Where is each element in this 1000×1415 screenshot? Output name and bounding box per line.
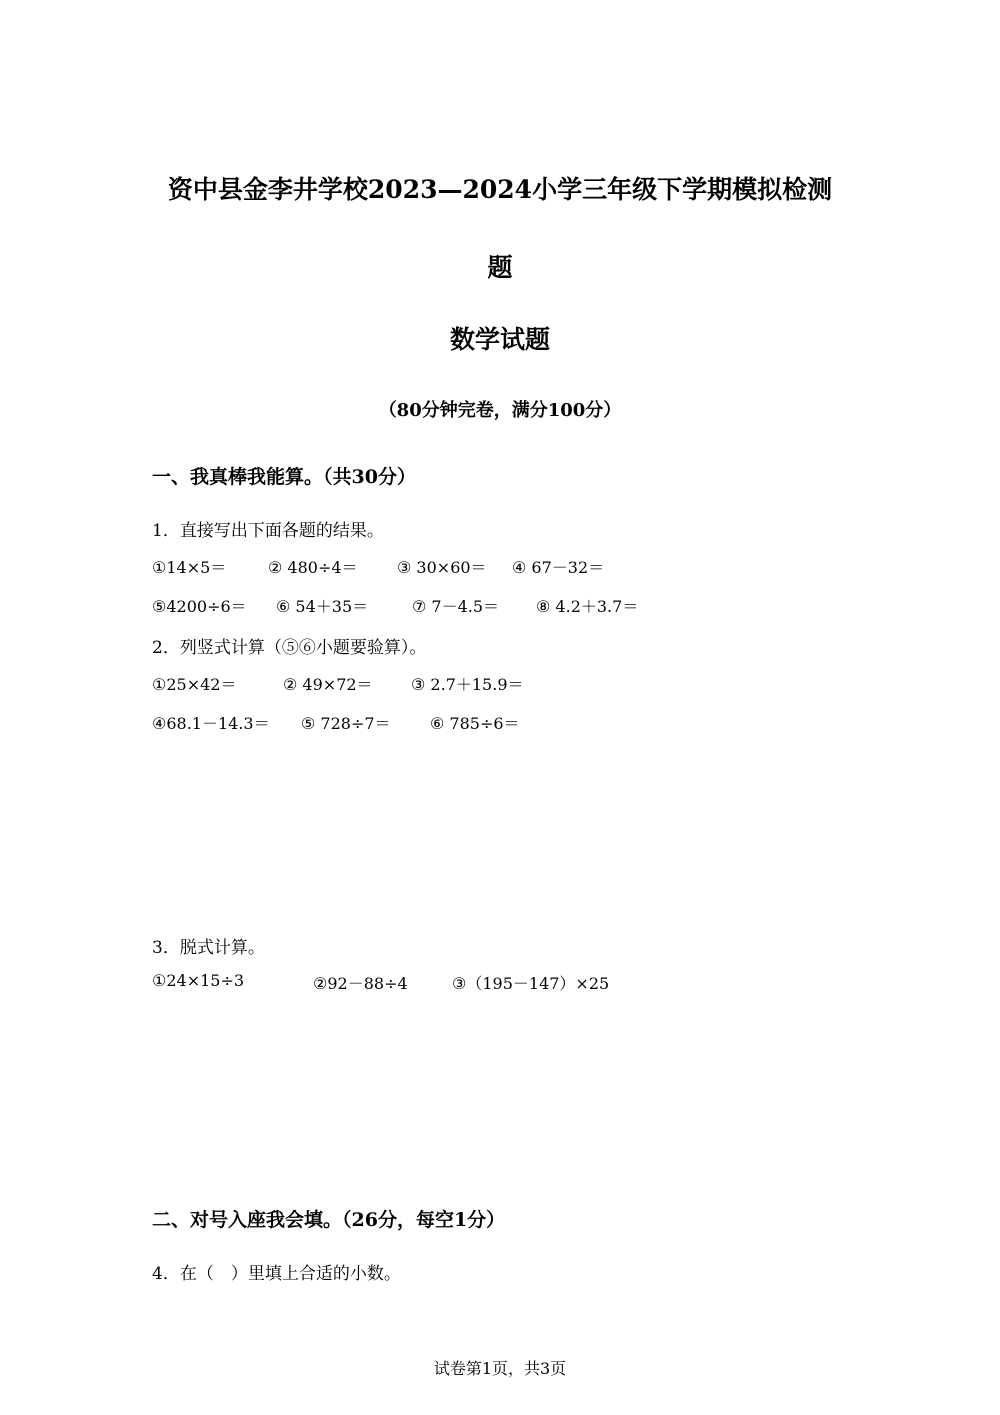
problem-item: ④ 67－32＝ [512,558,605,577]
problem-item: ①25×42＝ [152,675,237,694]
question-4-prompt: 4．在（ ）里填上合适的小数。 [152,1264,401,1284]
problem-item: ② 49×72＝ [283,675,373,694]
problem-item: ③ 2.7＋15.9＝ [411,675,524,694]
section1-heading: 一、我真棒我能算。（共30分） [152,466,416,488]
problem-item: ①24×15÷3 [152,971,245,990]
problem-item: ⑥ 54＋35＝ [276,597,369,616]
problem-item: ② 480÷4＝ [268,558,358,577]
problem-item: ①14×5＝ [152,558,227,577]
problem-item: ③ 30×60＝ [397,558,487,577]
question-3-prompt: 3．脱式计算。 [152,938,265,958]
problem-item: ⑤4200÷6＝ [152,597,247,616]
question-1-prompt: 1．直接写出下面各题的结果。 [152,521,384,541]
problem-item: ⑤ 728÷7＝ [301,714,391,733]
question-2-prompt: 2．列竖式计算（⑤⑥小题要验算）。 [152,638,427,658]
problem-item: ②92－88÷4 [313,974,408,993]
section2-heading: 二、对号入座我会填。（26分，每空1分） [152,1209,506,1231]
problem-item: ⑧ 4.2＋3.7＝ [536,597,639,616]
page-footer: 试卷第1页，共3页 [433,1359,567,1378]
problem-item: ④68.1－14.3＝ [152,714,270,733]
problem-item: ⑦ 7－4.5＝ [412,597,500,616]
exam-title-line2: 题 [487,253,513,282]
subject-title: 数学试题 [449,325,550,354]
exam-note: （80分钟完卷，满分100分） [378,400,622,421]
exam-title-line1: 资中县金李井学校2023—2024小学三年级下学期模拟检测 [167,175,833,204]
problem-item: ③（195－147）×25 [452,974,610,993]
problem-item: ⑥ 785÷6＝ [430,714,520,733]
